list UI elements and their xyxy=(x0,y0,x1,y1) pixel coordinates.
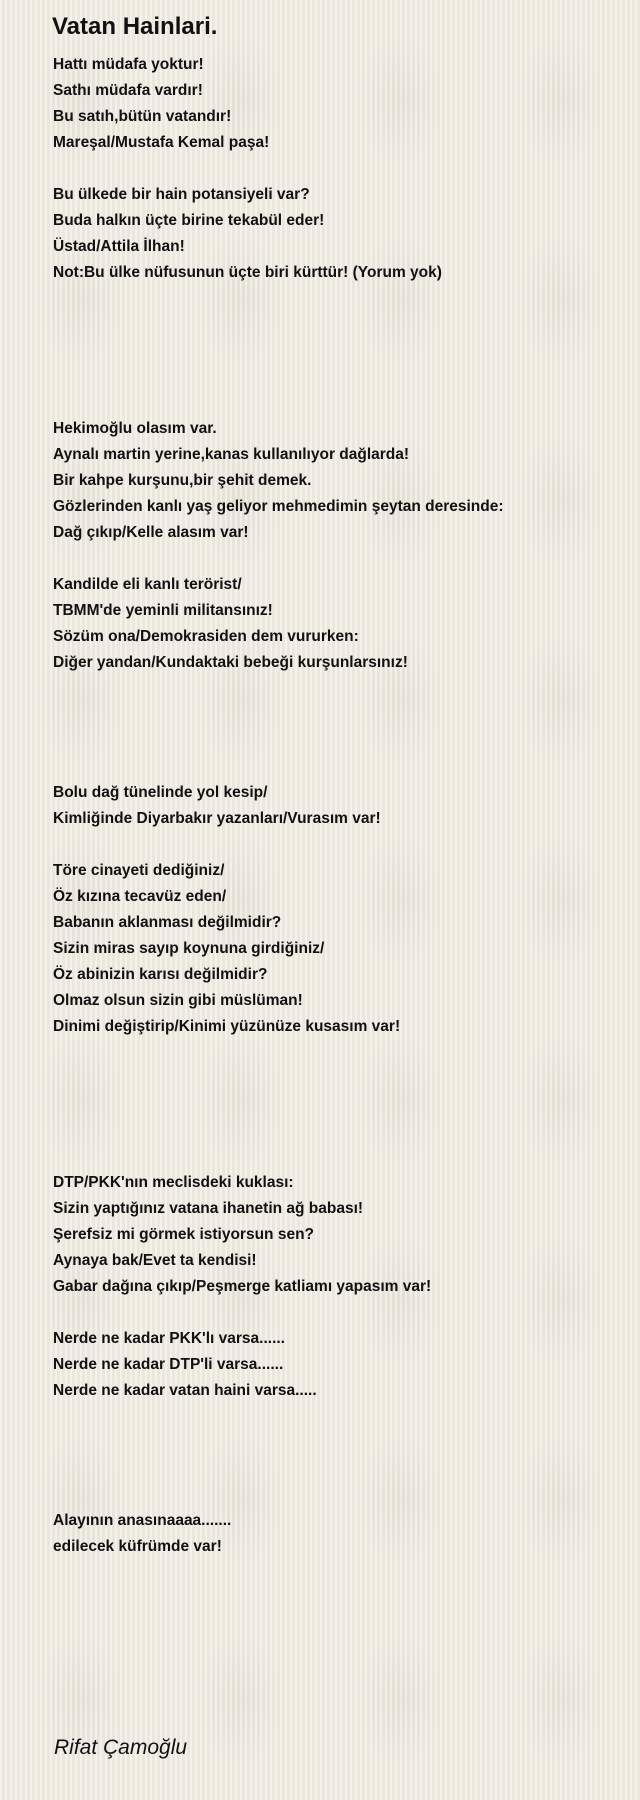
poem-blank-line xyxy=(53,1144,623,1170)
poem-line: Sözüm ona/Demokrasiden dem vururken: xyxy=(53,628,359,645)
poem-blank-line xyxy=(53,754,623,780)
poem-blank-line xyxy=(53,1456,623,1482)
poem-line: Bu satıh,bütün vatandır! xyxy=(53,108,232,125)
poem-line: Bolu dağ tünelinde yol kesip/ xyxy=(53,784,268,801)
poem-blank-line xyxy=(53,1404,623,1430)
poem-line: Aynalı martin yerine,kanas kullanılıyor dağlarda! xyxy=(53,446,410,463)
poem-blank-line xyxy=(53,1040,623,1066)
poem-line: Babanın aklanması değilmidir? xyxy=(53,914,282,931)
poem-line: Töre cinayeti dediğiniz/ xyxy=(53,862,225,879)
poem-line: Dinimi değiştirip/Kinimi yüzünüze kusasım var! xyxy=(53,1018,401,1035)
poem-line: DTP/PKK'nın meclisdeki kuklası: xyxy=(53,1174,294,1191)
poem-line: Mareşal/Mustafa Kemal paşa! xyxy=(53,134,270,151)
poem-line: Hattı müdafa yoktur! xyxy=(53,56,204,73)
poem-line: Diğer yandan/Kundaktaki bebeği kurşunlarsınız! xyxy=(53,654,408,671)
poem-line: Nerde ne kadar vatan haini varsa..... xyxy=(53,1382,317,1399)
poem-blank-line xyxy=(53,1066,623,1092)
poem-line: Öz abinizin karısı değilmidir? xyxy=(53,966,268,983)
poem-line: edilecek küfrümde var! xyxy=(53,1538,222,1555)
poem-blank-line xyxy=(53,676,623,702)
poem-line: Sizin miras sayıp koynuna girdiğiniz/ xyxy=(53,940,325,957)
poem-line: Nerde ne kadar DTP'li varsa...... xyxy=(53,1356,284,1373)
poem-line: Sizin yaptığınız vatana ihanetin ağ babası! xyxy=(53,1200,364,1217)
poem-blank-line xyxy=(53,1092,623,1118)
poem-line: Bir kahpe kurşunu,bir şehit demek. xyxy=(53,472,312,489)
poem-blank-line xyxy=(53,728,623,754)
poem-title: Vatan Hainlari. xyxy=(52,13,218,40)
poem-line: Gözlerinden kanlı yaş geliyor mehmedimin şeytan deresinde: xyxy=(53,498,504,515)
poem-blank-line xyxy=(53,312,623,338)
poem-line: Kimliğinde Diyarbakır yazanları/Vurasım var! xyxy=(53,810,381,827)
poem-line: Bu ülkede bir hain potansiyeli var? xyxy=(53,186,310,203)
poem-line: TBMM'de yeminli militansınız! xyxy=(53,602,273,619)
poem-blank-line xyxy=(53,286,623,312)
poem-line: Üstad/Attila İlhan! xyxy=(53,238,185,255)
poem-line: Alayının anasınaaaa....... xyxy=(53,1512,232,1529)
poem-line: Nerde ne kadar PKK'lı varsa...... xyxy=(53,1330,285,1347)
poem-line: Not:Bu ülke nüfusunun üçte biri kürttür! (Yorum yok) xyxy=(53,264,442,281)
poem-blank-line xyxy=(53,1430,623,1456)
poem-line: Hekimoğlu olasım var. xyxy=(53,420,217,437)
poem-body xyxy=(53,52,623,1560)
poem-line: Sathı müdafa vardır! xyxy=(53,82,203,99)
poem-line: Dağ çıkıp/Kelle alasım var! xyxy=(53,524,249,541)
poem-blank-line xyxy=(53,1482,623,1508)
poem-blank-line xyxy=(53,156,623,182)
poem-blank-line xyxy=(53,702,623,728)
poem-line: Gabar dağına çıkıp/Peşmerge katliamı yapasım var! xyxy=(53,1278,432,1295)
poem-line: Şerefsiz mi görmek istiyorsun sen? xyxy=(53,1226,315,1243)
poem-blank-line xyxy=(53,390,623,416)
poem-blank-line xyxy=(53,1300,623,1326)
poem-line: Olmaz olsun sizin gibi müslüman! xyxy=(53,992,303,1009)
poem-line: Öz kızına tecavüz eden/ xyxy=(53,888,227,905)
poem-line: Aynaya bak/Evet ta kendisi! xyxy=(53,1252,257,1269)
poem-blank-line xyxy=(53,1118,623,1144)
poem-blank-line xyxy=(53,364,623,390)
poem-blank-line xyxy=(53,832,623,858)
poem-author: Rifat Çamoğlu xyxy=(54,1736,188,1759)
poem-line: Kandilde eli kanlı terörist/ xyxy=(53,576,242,593)
poem-blank-line xyxy=(53,546,623,572)
poem-line: Buda halkın üçte birine tekabül eder! xyxy=(53,212,325,229)
poem-blank-line xyxy=(53,338,623,364)
